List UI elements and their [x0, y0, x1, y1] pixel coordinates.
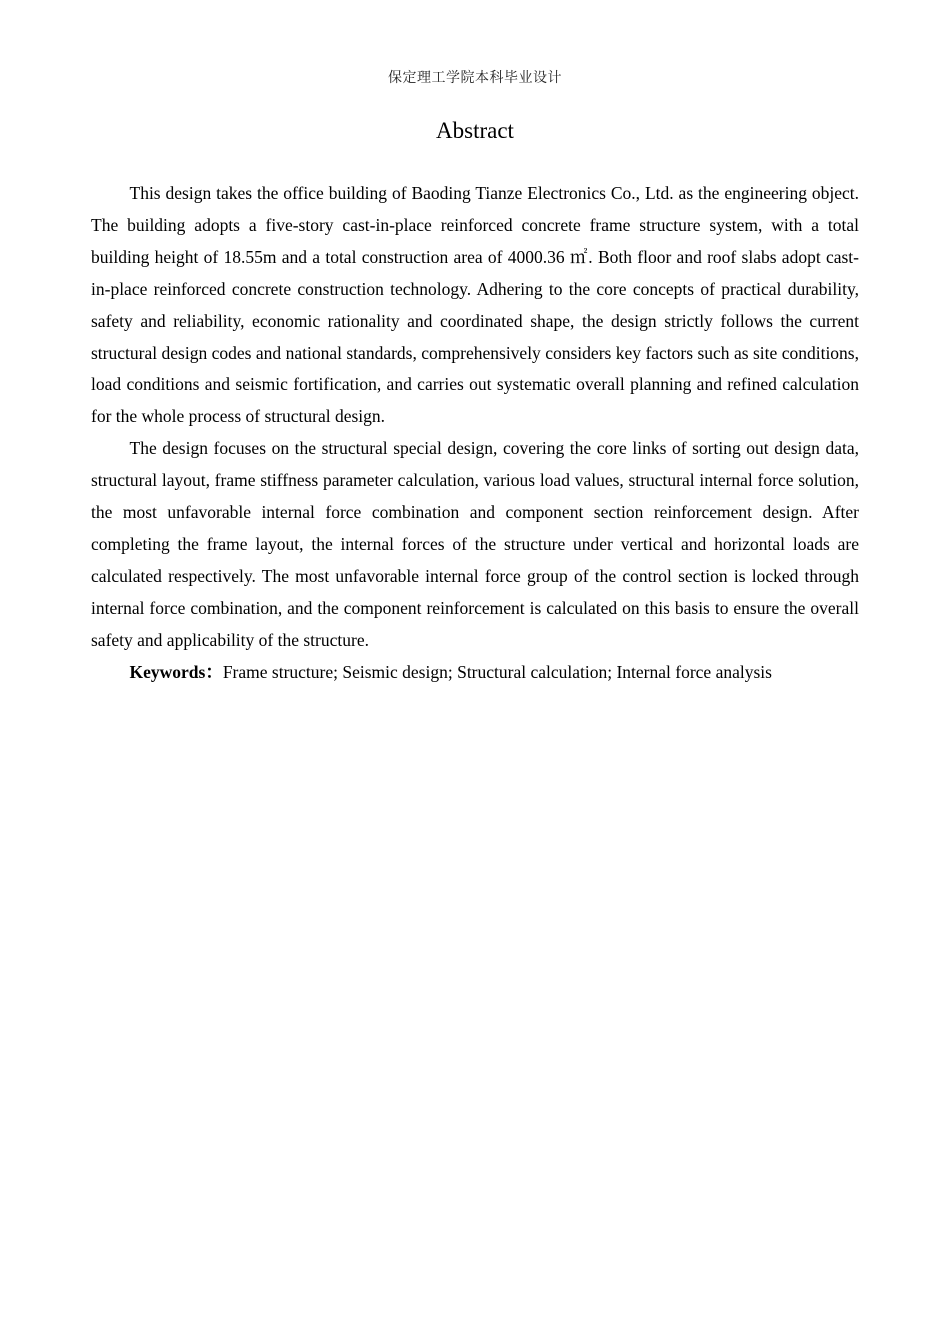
keywords-text: Frame structure; Seismic design; Structural calculation; Internal force analysis: [222, 661, 772, 682]
page-title: Abstract: [436, 118, 514, 143]
keywords-label: Keywords：: [129, 661, 223, 682]
abstract-body: [91, 178, 859, 689]
keywords-line: [91, 657, 859, 689]
abstract-paragraph-1: This design takes the office building of Baoding Tianze Electronics Co., Ltd. as the engineering object. The building adopts a five-story cast-in-place reinforced concrete frame structure system, with a total building height of 18.55m and a total construction area of 4000.36 ㎡. Both floor and roof slabs adopt cast-in-place reinforced concrete construction technology. Adhering to the core concepts of practical durability, safety and reliability, economic rationality and coordinated shape, the design strictly follows the current structural design codes and national standards, comprehensively considers key factors such as site conditions, load conditions and seismic fortification, and carries out systematic overall planning and refined calculation for the whole process of structural design.: [91, 183, 859, 427]
running-header: 保定理工学院本科毕业设计: [388, 71, 562, 86]
abstract-paragraph-2: The design focuses on the structural special design, covering the core links of sorting out design data, structural layout, frame stiffness parameter calculation, various load values, structural internal force solution, the most unfavorable internal force combination and component section reinforcement design. After completing the frame layout, the internal forces of the structure under vertical and horizontal loads are calculated respectively. The most unfavorable internal force group of the control section is locked through internal force combination, and the component reinforcement is calculated on this basis to ensure the overall safety and applicability of the structure.: [91, 438, 859, 650]
